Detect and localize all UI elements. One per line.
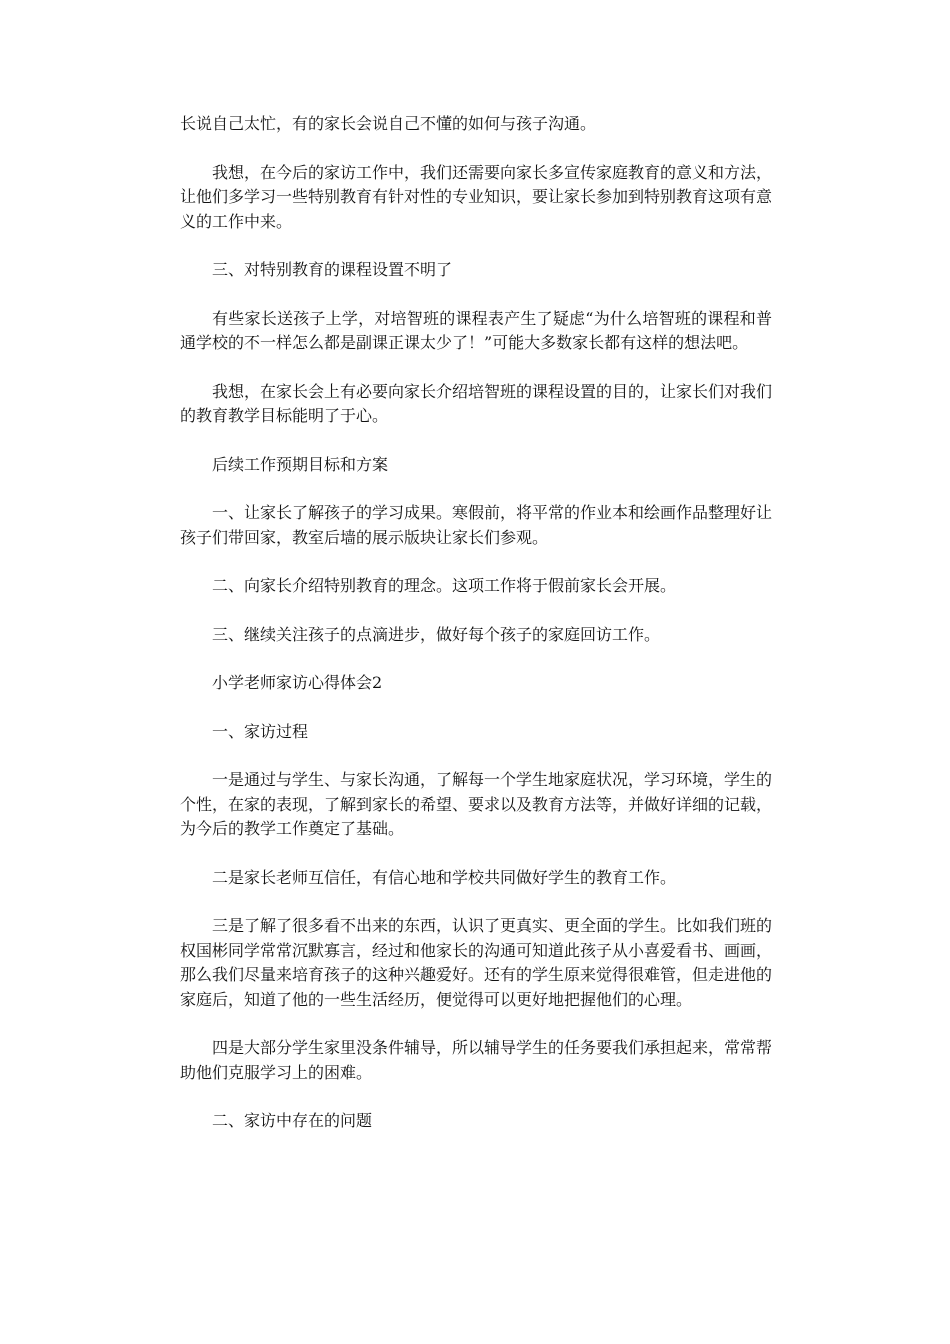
paragraph-goal-one: 一、让家长了解孩子的学习成果。寒假前，将平常的作业本和绘画作品整理好让孩子们带回家，教室后墙的展示版块让家长们参观。	[180, 503, 773, 547]
paragraph-process-two: 二是家长老师互信任，有信心地和学校共同做好学生的教育工作。	[212, 867, 677, 887]
paragraph-curriculum-introduction: 我想，在家长会上有必要向家长介绍培智班的课程设置的目的，让家长们对我们的教育教学目标能明了于心。	[180, 381, 773, 425]
paragraph-process-four: 四是大部分学生家里没条件辅导，所以辅导学生的任务要我们承担起来，常常帮助他们克服学习上的困难。	[180, 1038, 773, 1082]
section-heading-problems: 二、家访中存在的问题	[212, 1111, 373, 1130]
section-heading-follow-up: 后续工作预期目标和方案	[212, 454, 389, 474]
paragraph-goal-two: 二、向家长介绍特别教育的理念。这项工作将于假前家长会开展。	[212, 576, 677, 595]
paragraph-continuation: 长说自己太忙，有的家长会说自己不懂的如何与孩子沟通。	[180, 114, 597, 133]
section-heading-curriculum: 三、对特别教育的课程设置不明了	[212, 260, 453, 279]
paragraph-reflection-promotion: 我想，在今后的家访工作中，我们还需要向家长多宣传家庭教育的意义和方法，让他们多学习一些特别教育有针对性的专业知识，要让家长参加到特别教育这项有意义的工作中来。	[180, 162, 773, 231]
paragraph-goal-three: 三、继续关注孩子的点滴进步，做好每个孩子的家庭回访工作。	[212, 624, 661, 644]
section-heading-visit-process: 一、家访过程	[212, 721, 309, 741]
paragraph-process-one: 一是通过与学生、与家长沟通，了解每一个学生地家庭状况，学习环境，学生的个性，在家的表现，了解到家长的希望、要求以及教育方法等，并做好详细的记载，为今后的教学工作奠定了基础。	[180, 770, 773, 838]
paragraph-process-three: 三是了解了很多看不出来的东西，认识了更真实、更全面的学生。比如我们班的权国彬同学常常沉默寡言，经过和他家长的沟通可知道此孩子从小喜爱看书、画画，那么我们尽量来培育孩子的这种兴趣爱好。还有的学生原来觉得很难管，但走进他的家庭后，知道了他的一些生活经历，便觉得可以更好地把握他们的心理。	[180, 916, 773, 1009]
article-title: 小学老师家访心得体会2	[212, 673, 383, 692]
paragraph-curriculum-doubts: 有些家长送孩子上学，对培智班的课程表产生了疑虑“为什么培智班的课程和普通学校的不一样怎么都是副课正课太少了！”可能大多数家长都有这样的想法吧。	[180, 308, 772, 352]
document-page	[180, 112, 772, 1158]
